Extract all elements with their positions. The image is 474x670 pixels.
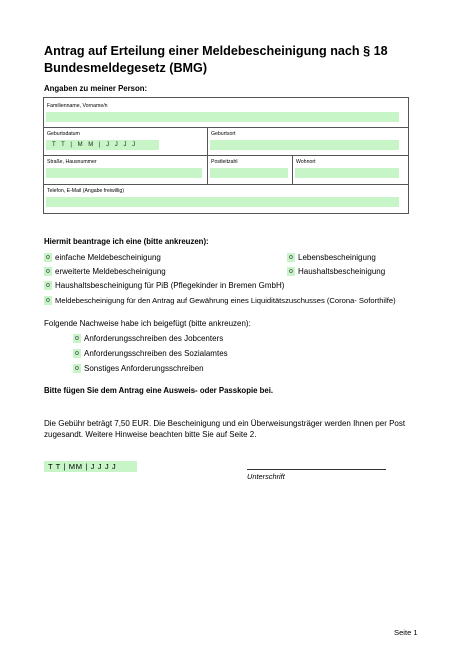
- option-extended-label: erweiterte Meldebescheinigung: [55, 267, 166, 276]
- street-label: Straße, Hausnummer: [47, 159, 97, 165]
- birthdate-input[interactable]: T T | M M | J J J J: [46, 140, 159, 150]
- column-divider: [207, 127, 208, 155]
- fee-text: Die Gebühr beträgt 7,50 EUR. Die Bescheinigung und ein Überweisungsträger werden Ihnen per Post zugesandt. Weitere Hinweise beachten bitte Sie auf Seite 2.: [44, 419, 406, 439]
- person-form-box: [43, 97, 409, 214]
- option-corona-label: Meldebescheinigung für den Antrag auf Gewährung eines Liquiditätszuschusses (Corona- Soforthilfe): [55, 296, 396, 305]
- phone-email-input[interactable]: [46, 197, 399, 207]
- checkbox-social-office[interactable]: o: [73, 349, 81, 358]
- signature-line[interactable]: [247, 469, 386, 470]
- postal-input[interactable]: [210, 168, 288, 178]
- option-household-label: Haushaltsbescheinigung: [298, 267, 386, 276]
- column-divider: [292, 155, 293, 184]
- street-input[interactable]: [46, 168, 202, 178]
- evidence-other-label: Sonstiges Anforderungsschreiben: [84, 364, 204, 373]
- signature-date-input[interactable]: T T | MM | J J J J: [44, 461, 137, 472]
- evidence-section-label: Folgende Nachweise habe ich beigefügt (bitte ankreuzen):: [44, 319, 251, 328]
- checkbox-corona[interactable]: o: [44, 296, 52, 305]
- person-section-label: Angaben zu meiner Person:: [44, 84, 148, 93]
- option-household-pib-label: Haushaltsbescheinigung für PiB (Pflegekinder in Bremen GmbH): [55, 281, 285, 290]
- phone-email-label: Telefon, E-Mail (Angabe freiwillig): [47, 188, 124, 194]
- page-number: Seite 1: [394, 628, 418, 637]
- row-divider: [44, 155, 408, 156]
- checkbox-jobcenter[interactable]: o: [73, 334, 81, 343]
- form-title: Antrag auf Erteilung einer Meldebescheinigung nach § 18 Bundesmeldegesetz (BMG): [44, 44, 388, 75]
- id-copy-notice: Bitte fügen Sie dem Antrag eine Ausweis- oder Passkopie bei.: [44, 386, 274, 395]
- checkbox-extended[interactable]: o: [44, 267, 52, 276]
- evidence-social-office-label: Anforderungsschreiben des Sozialamtes: [84, 349, 228, 358]
- name-label: Familienname, Vorname/n: [47, 103, 108, 109]
- postal-label: Postleitzahl: [211, 159, 238, 165]
- signature-label: Unterschrift: [247, 472, 285, 481]
- city-label: Wohnort: [296, 159, 316, 165]
- birthplace-input[interactable]: [210, 140, 399, 150]
- checkbox-life[interactable]: o: [287, 253, 295, 262]
- checkbox-simple[interactable]: o: [44, 253, 52, 262]
- birthplace-label: Geburtsort: [211, 131, 236, 137]
- evidence-jobcenter-label: Anforderungsschreiben des Jobcenters: [84, 334, 224, 343]
- checkbox-other[interactable]: o: [73, 364, 81, 373]
- request-section-label: Hiermit beantrage ich eine (bitte ankreuzen):: [44, 237, 209, 246]
- checkbox-household[interactable]: o: [287, 267, 295, 276]
- city-input[interactable]: [295, 168, 399, 178]
- checkbox-household-pib[interactable]: o: [44, 281, 52, 290]
- column-divider: [207, 155, 208, 184]
- row-divider: [44, 127, 408, 128]
- option-simple-label: einfache Meldebescheinigung: [55, 253, 161, 262]
- option-life-label: Lebensbescheinigung: [298, 253, 376, 262]
- birthdate-label: Geburtsdatum: [47, 131, 80, 137]
- name-input[interactable]: [46, 112, 399, 122]
- row-divider: [44, 184, 408, 185]
